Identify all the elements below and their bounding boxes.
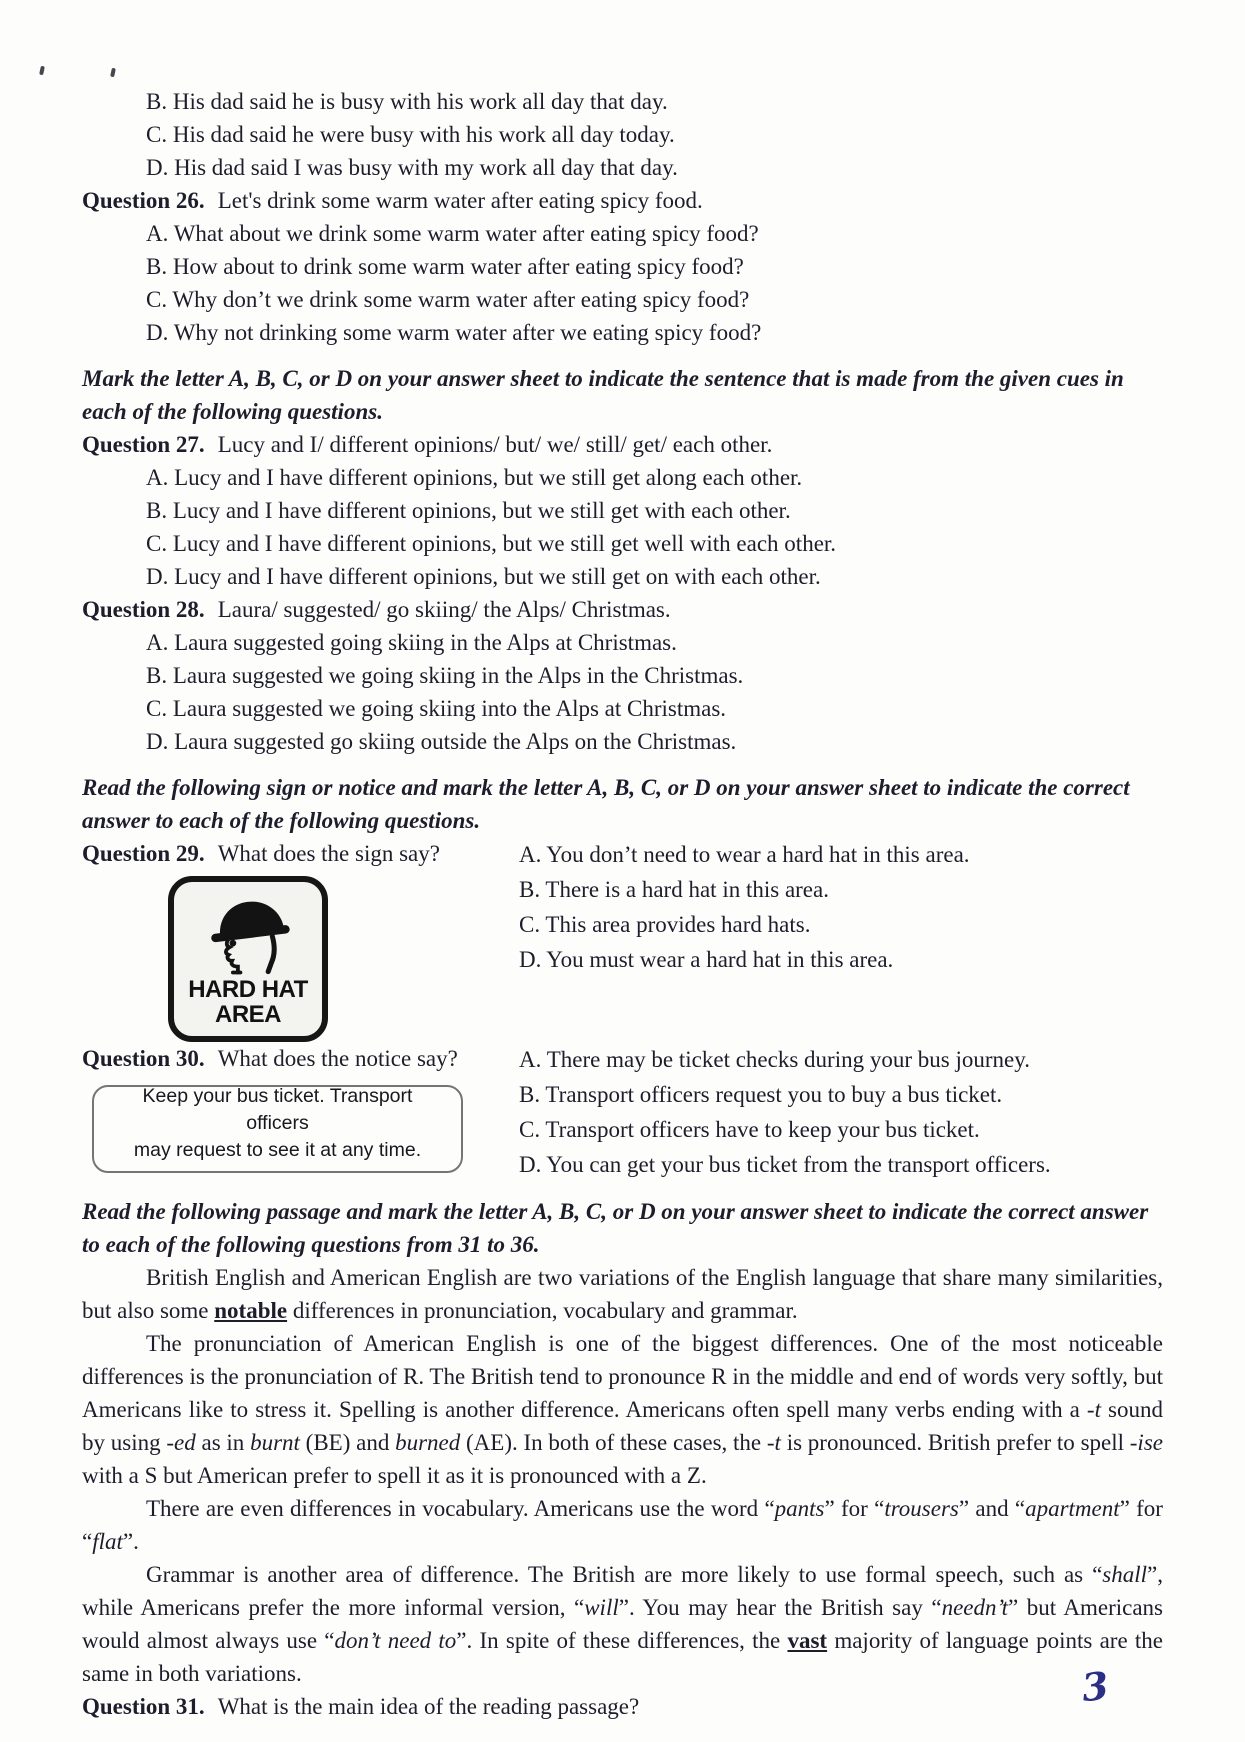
- question-25-options: [82, 85, 1163, 184]
- answer-option: D. Laura suggested go skiing outside the Alps on the Christmas.: [146, 729, 737, 754]
- hard-hat-area-sign: [168, 876, 328, 1042]
- sign-text-line2: AREA: [214, 1001, 281, 1028]
- question-28-head: [82, 593, 1163, 626]
- bus-ticket-notice: [92, 1085, 463, 1173]
- answer-option: B. His dad said he is busy with his work all day that day.: [146, 89, 668, 114]
- answer-option: D. You must wear a hard hat in this area.: [519, 947, 894, 972]
- question-label: Question 26.: [82, 188, 205, 213]
- question-30-block: [82, 1042, 1163, 1182]
- question-label: Question 30.: [82, 1046, 205, 1071]
- answer-option: D. Lucy and I have different opinions, but we still get on with each other.: [146, 564, 821, 589]
- sign-text-line1: HARD HAT: [188, 976, 308, 1003]
- answer-option: B. There is a hard hat in this area.: [519, 877, 829, 902]
- answer-option: D. Why not drinking some warm water after we eating spicy food?: [146, 320, 762, 345]
- question-prompt: What does the notice say?: [217, 1046, 458, 1071]
- answer-option: C. Laura suggested we going skiing into the Alps at Christmas.: [146, 696, 727, 721]
- question-29-options: [519, 837, 1163, 977]
- answer-option: A. Lucy and I have different opinions, but we still get along each other.: [146, 465, 803, 490]
- question-label: Question 31.: [82, 1694, 205, 1719]
- question-prompt: Let's drink some warm water after eating spicy food.: [217, 188, 703, 213]
- question-29-left: [82, 837, 519, 1042]
- passage-paragraph: There are even differences in vocabulary. Americans use the word “pants” for “trousers” and “apartment” for “flat”.: [82, 1496, 1163, 1554]
- question-prompt: Lucy and I/ different opinions/ but/ we/ still/ get/ each other.: [217, 432, 773, 457]
- answer-option: A. You don’t need to wear a hard hat in this area.: [519, 842, 970, 867]
- question-prompt: What is the main idea of the reading passage?: [217, 1694, 640, 1719]
- question-31-head: [82, 1690, 1163, 1723]
- answer-option: B. Lucy and I have different opinions, but we still get with each other.: [146, 498, 791, 523]
- answer-option: C. Why don’t we drink some warm water after eating spicy food?: [146, 287, 750, 312]
- question-prompt: What does the sign say?: [217, 841, 440, 866]
- question-27-head: [82, 428, 1163, 461]
- answer-option: A. There may be ticket checks during your bus journey.: [519, 1047, 1030, 1072]
- scan-speck: [110, 68, 116, 78]
- question-30-head: [82, 1042, 519, 1075]
- hard-hat-worker-icon: [198, 891, 298, 975]
- question-27-block: [82, 428, 1163, 593]
- section-instruction-cues: Mark the letter A, B, C, or D on your answer sheet to indicate the sentence that is made from the given cues in each of the following questions.: [82, 366, 1124, 424]
- notice-text-line2: may request to see it at any time.: [133, 1138, 422, 1161]
- question-29-head: [82, 837, 519, 870]
- question-label: Question 29.: [82, 841, 205, 866]
- passage-paragraph: The pronunciation of American English is one of the biggest differences. One of the most noticeable differences is the pronunciation of R. The British tend to pronounce R in the middle and end of words very softly, but Americans like to stress it. Spelling is another difference. Americans often spell many verbs ending with a -t sound by using -ed as in burnt (BE) and burned (AE). In both of these cases, the -t is pronounced. British prefer to spell -ise with a S but American prefer to spell it as it is pronounced with a Z.: [82, 1331, 1163, 1488]
- question-28-block: [82, 593, 1163, 758]
- section-instruction-sign-notice: Read the following sign or notice and mark the letter A, B, C, or D on your answer sheet to indicate the correct answer to each of the following questions.: [82, 775, 1130, 833]
- question-30-options: [519, 1042, 1163, 1182]
- answer-option: C. Transport officers have to keep your bus ticket.: [519, 1117, 980, 1142]
- answer-option: C. This area provides hard hats.: [519, 912, 811, 937]
- question-26-head: [82, 184, 1163, 217]
- answer-option: B. Laura suggested we going skiing in the Alps in the Christmas.: [146, 663, 744, 688]
- answer-option: B. Transport officers request you to buy a bus ticket.: [519, 1082, 1003, 1107]
- answer-option: C. His dad said he were busy with his work all day today.: [146, 122, 675, 147]
- section-instruction-passage: Read the following passage and mark the letter A, B, C, or D on your answer sheet to indicate the correct answer to each of the following questions from 31 to 36.: [82, 1199, 1149, 1257]
- question-label: Question 28.: [82, 597, 205, 622]
- sign-text: [188, 977, 308, 1027]
- answer-option: D. You can get your bus ticket from the transport officers.: [519, 1152, 1051, 1177]
- question-26-block: [82, 184, 1163, 349]
- scan-speck: [39, 66, 45, 76]
- question-label: Question 27.: [82, 432, 205, 457]
- passage-paragraph: Grammar is another area of difference. The British are more likely to use formal speech, such as “shall”, while Americans prefer the more informal version, “will”. You may hear the British say “needn’t” but Americans would almost always use “don’t need to”. In spite of these differences, the vast majority of language points are the same in both variations.: [82, 1562, 1163, 1686]
- answer-option: A. What about we drink some warm water after eating spicy food?: [146, 221, 759, 246]
- answer-option: C. Lucy and I have different opinions, but we still get well with each other.: [146, 531, 837, 556]
- question-29-block: [82, 837, 1163, 1042]
- answer-option: A. Laura suggested going skiing in the Alps at Christmas.: [146, 630, 677, 655]
- reading-passage: [82, 1261, 1163, 1690]
- question-prompt: Laura/ suggested/ go skiing/ the Alps/ Christmas.: [217, 597, 671, 622]
- question-30-left: [82, 1042, 519, 1173]
- passage-paragraph: British English and American English are two variations of the English language that share many similarities, but also some notable differences in pronunciation, vocabulary and grammar.: [82, 1265, 1163, 1323]
- answer-option: D. His dad said I was busy with my work all day that day.: [146, 155, 678, 180]
- answer-option: B. How about to drink some warm water after eating spicy food?: [146, 254, 744, 279]
- notice-text-line1: Keep your bus ticket. Transport officers: [142, 1084, 413, 1134]
- handwritten-page-number: 3: [1079, 1662, 1111, 1711]
